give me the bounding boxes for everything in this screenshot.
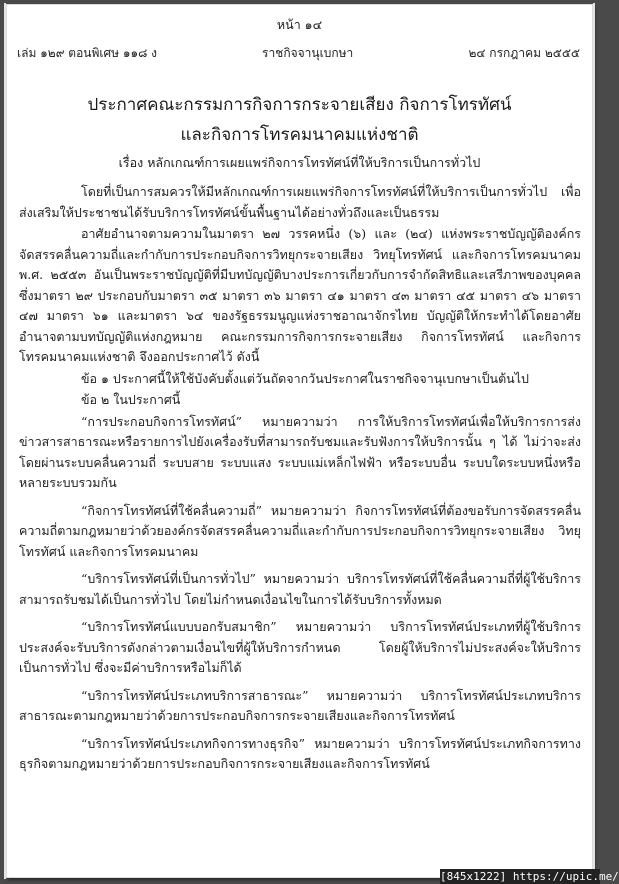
- announcement-subject: เรื่อง หลักเกณฑ์การเผยแพร่กิจการโทรทัศน์ที่ให้บริการเป็นการทั่วไป: [118, 155, 481, 170]
- definition-tv-subscription: “บริการโทรทัศน์แบบบอกรับสมาชิก” หมายความว่า บริการโทรทัศน์ประเภทที่ผู้ใช้บริการประสงค์จะรับบริการดังกล่าวตามเงื่อนไขที่ผู้ให้บริการกำหนด โดยผู้ให้บริการไม่ประสงค์จะให้บริการเป็นการทั่วไป ซึ่งจะมีค่าบริการหรือไม่ก็ได้: [19, 619, 581, 675]
- authority-paragraph: อาศัยอำนาจตามความในมาตรา ๒๗ วรรคหนึ่ง (๖) และ (๒๔) แห่งพระราชบัญญัติองค์กรจัดสรรคลื่นความถี่และกำกับการประกอบกิจการวิทยุกระจายเสียง วิทยุโทรทัศน์ และกิจการโทรคมนาคม พ.ศ. ๒๕๕๓ อันเป็นพระราชบัญญัติที่มีบทบัญญัติบางประการเกี่ยวกับการจำกัดสิทธิและเสรีภาพของบุคคล ซึ่งมาตรา ๒๙ ประกอบกับมาตรา ๓๕ มาตรา ๓๖ มาตรา ๔๑ มาตรา ๔๓ มาตรา ๔๕ มาตรา ๔๖ มาตรา ๔๗ มาตรา ๖๑ และมาตรา ๖๔ ของรัฐธรรมนูญแห่งราชอาณาจักรไทย บัญญัติให้กระทำได้โดยอาศัยอำนาจตามบทบัญญัติแห่งกฎหมาย คณะกรรมการกิจการกระจายเสียง กิจการโทรทัศน์ และกิจการโทรคมนาคมแห่งชาติ จึงออกประกาศไว้ ดังนี้: [19, 226, 581, 364]
- definition-tv-public-service: “บริการโทรทัศน์ประเภทบริการสาธารณะ” หมายความว่า บริการโทรทัศน์ประเภทบริการสาธารณะตามกฎหมายว่าด้วยการประกอบกิจการกระจายเสียงและกิจการโทรทัศน์: [19, 687, 581, 723]
- preamble-paragraph: โดยที่เป็นการสมควรให้มีหลักเกณฑ์การเผยแพร่กิจการโทรทัศน์ที่ให้บริการเป็นการทั่วไป เพื่อส่งเสริมให้ประชาชนได้รับบริการโทรทัศน์ขั้นพื้นฐานได้อย่างทั่วถึงและเป็นธรรม: [19, 184, 581, 220]
- publication-name: ราชกิจจานุเบกษา: [262, 46, 354, 60]
- announcement-title-line-1: ประกาศคณะกรรมการกิจการกระจายเสียง กิจการโทรทัศน์: [87, 95, 512, 115]
- document-page: [6, 4, 593, 878]
- volume-info: เล่ม ๑๒๙ ตอนพิเศษ ๑๑๘ ง: [17, 46, 158, 60]
- clause-1: ข้อ ๑ ประกาศนี้ให้ใช้บังคับตั้งแต่วันถัดจากวันประกาศในราชกิจจานุเบกษาเป็นต้นไป: [81, 370, 529, 386]
- definition-tv-frequency: “กิจการโทรทัศน์ที่ใช้คลื่นความถี่” หมายความว่า กิจการโทรทัศน์ที่ต้องขอรับการจัดสรรคลื่นความถี่ตามกฎหมายว่าด้วยองค์กรจัดสรรคลื่นความถี่และกำกับการประกอบกิจการวิทยุกระจายเสียง วิทยุโทรทัศน์ และกิจการโทรคมนาคม: [19, 502, 581, 559]
- document-body: [19, 182, 581, 776]
- definition-tv-commercial: “บริการโทรทัศน์ประเภทกิจการทางธุรกิจ” หมายความว่า บริการโทรทัศน์ประเภทกิจการทางธุรกิจตามกฎหมายว่าด้วยการประกอบกิจการกระจายเสียงและกิจการโทรทัศน์: [19, 735, 581, 771]
- definition-tv-business: “การประกอบกิจการโทรทัศน์” หมายความว่า การให้บริการโทรทัศน์เพื่อให้บริการการส่งข่าวสารสาธารณะหรือรายการไปยังเครื่องรับที่สามารถรับชมและรับฟังการให้บริการนั้น ๆ ได้ ไม่ว่าจะส่งโดยผ่านระบบคลื่นความถี่ ระบบสาย ระบบแสง ระบบแม่เหล็กไฟฟ้า หรือระบบอื่น ระบบใดระบบหนึ่งหรือหลายระบบรวมกัน: [19, 413, 581, 490]
- image-size-watermark: [845x1222] https://upic.me/: [440, 870, 619, 883]
- announcement-title-line-2: และกิจการโทรคมนาคมแห่งชาติ: [180, 125, 419, 145]
- definition-tv-general: “บริการโทรทัศน์ที่เป็นการทั่วไป” หมายความว่า บริการโทรทัศน์ที่ใช้คลื่นความถี่ที่ผู้ใช้บริการสามารถรับชมได้เป็นการทั่วไป โดยไม่กำหนดเงื่อนไขในการได้รับบริการทั้งหมด: [19, 571, 581, 607]
- page-number: หน้า ๑๔: [276, 17, 323, 32]
- publication-date: ๒๔ กรกฎาคม ๒๕๕๕: [468, 46, 580, 60]
- clause-2: ข้อ ๒ ในประกาศนี้: [81, 392, 181, 407]
